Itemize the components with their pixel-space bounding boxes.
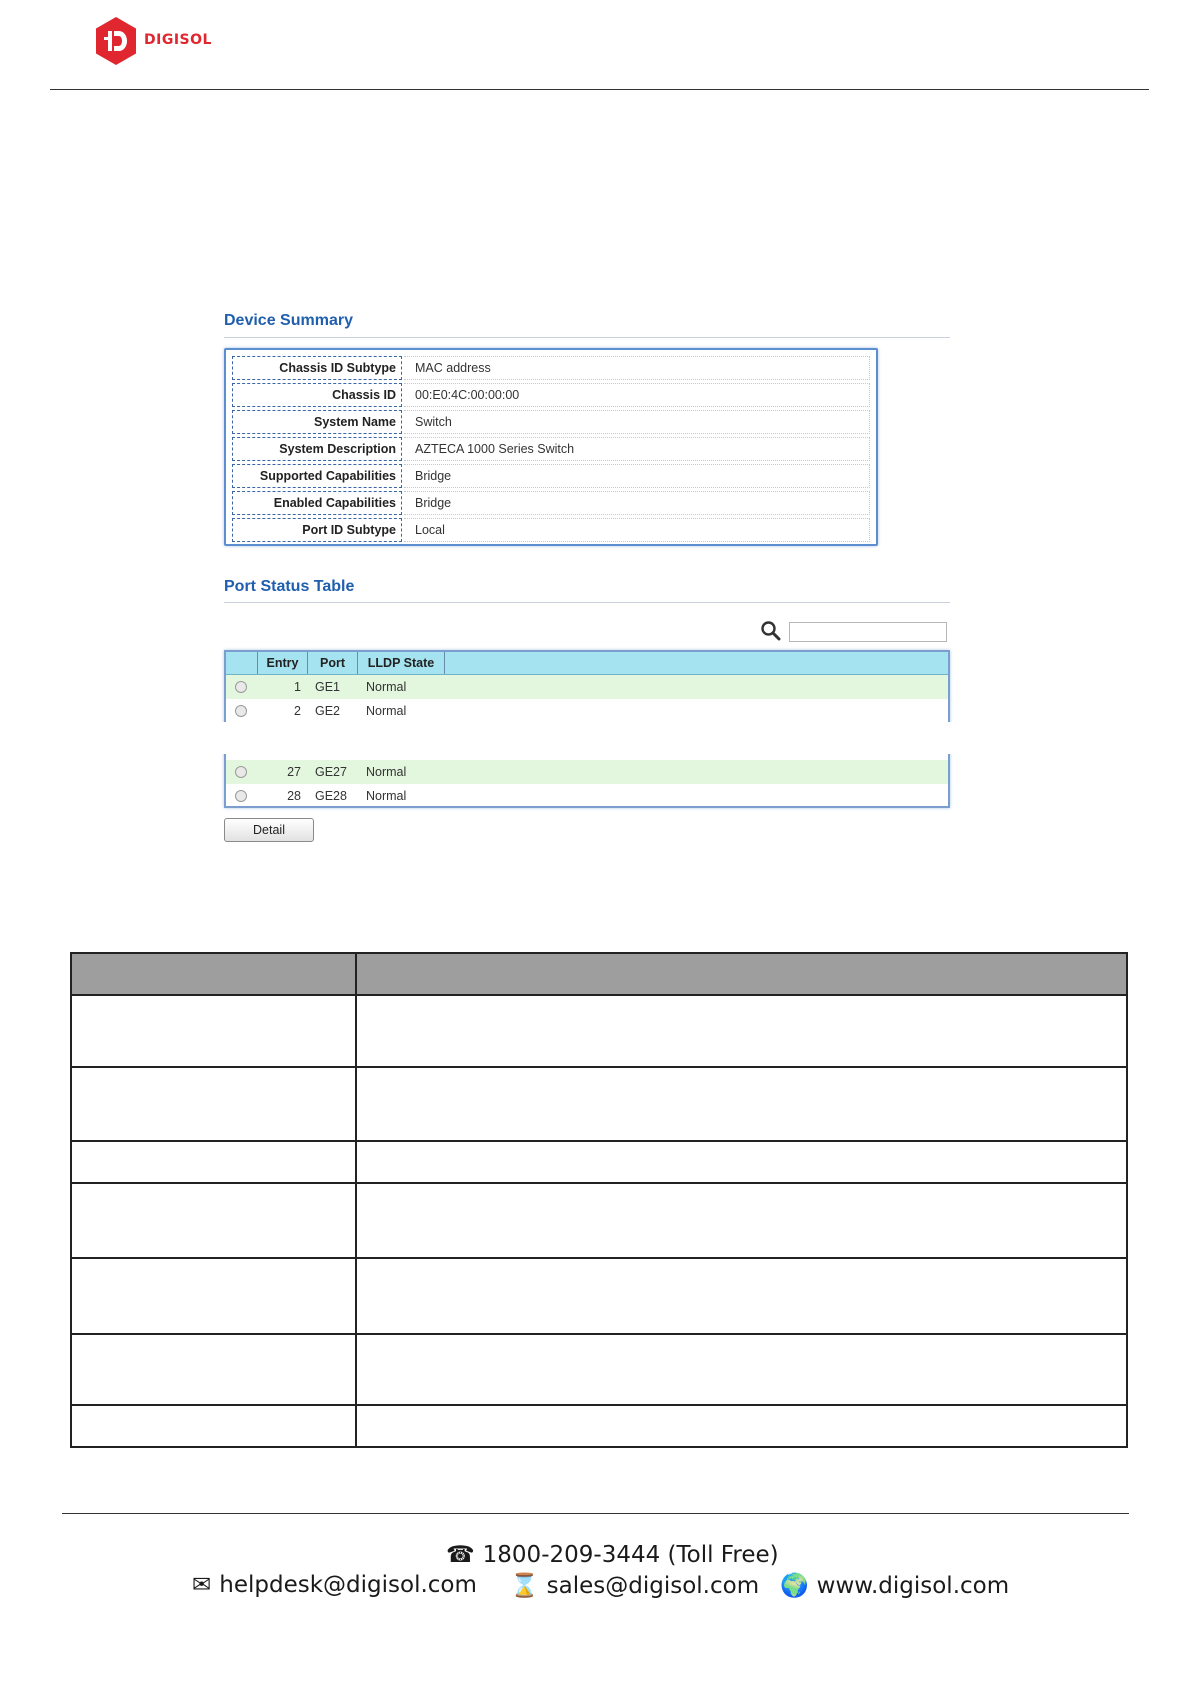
summary-value: MAC address (404, 356, 870, 380)
table-cell (71, 1067, 356, 1141)
table-cell (356, 1067, 1127, 1141)
brand-name: DIGISOL (144, 32, 212, 48)
table-row (71, 1141, 1127, 1183)
summary-label: System Name (232, 410, 402, 434)
table-row[interactable] (226, 699, 948, 723)
phone-icon: ☎ (446, 1542, 475, 1568)
table-cell (71, 1258, 356, 1334)
header-lldp-state[interactable]: LLDP State (358, 652, 445, 674)
phone-number: 1800-209-3444 (Toll Free) (482, 1542, 779, 1568)
table-row[interactable] (226, 760, 948, 784)
digisol-logo (94, 16, 218, 66)
header-cell (356, 953, 1127, 995)
summary-row (232, 491, 870, 515)
row-select-radio[interactable] (235, 681, 247, 693)
footer-phone (446, 1542, 779, 1568)
footer-web (780, 1572, 1009, 1599)
table-row (71, 995, 1127, 1067)
table-row (71, 1405, 1127, 1447)
cell-entry: 28 (287, 789, 301, 803)
table-cell (71, 1405, 356, 1447)
summary-value: Switch (404, 410, 870, 434)
table-cell (71, 1334, 356, 1405)
header-port[interactable]: Port (308, 652, 358, 674)
summary-label: Chassis ID Subtype (232, 356, 402, 380)
parameter-description-table (70, 952, 1128, 1448)
helpdesk-email[interactable]: helpdesk@digisol.com (219, 1572, 477, 1598)
table-cell (356, 1405, 1127, 1447)
cell-entry: 1 (294, 680, 301, 694)
summary-row (232, 383, 870, 407)
table-cell (356, 995, 1127, 1067)
envelope-icon: ✉ (192, 1572, 212, 1598)
table-cell (356, 1183, 1127, 1258)
cell-port: GE28 (315, 789, 347, 803)
header-divider (50, 89, 1149, 90)
table-row[interactable] (226, 675, 948, 699)
port-status-divider (224, 602, 950, 603)
cell-lldp-state: Normal (366, 704, 407, 718)
summary-label: Enabled Capabilities (232, 491, 402, 515)
cell-port: GE27 (315, 765, 347, 779)
table-cell (356, 1334, 1127, 1405)
footer-helpdesk (192, 1572, 477, 1598)
summary-label: Port ID Subtype (232, 518, 402, 542)
search-icon[interactable] (760, 620, 782, 642)
cell-lldp-state: Normal (366, 789, 407, 803)
detail-button[interactable]: Detail (224, 818, 314, 842)
table-row (71, 1067, 1127, 1141)
digisol-logo-icon (94, 16, 138, 66)
cell-port: GE2 (315, 704, 341, 718)
device-summary-panel (224, 348, 878, 546)
summary-value: Bridge (404, 464, 870, 488)
footer-sales (510, 1572, 759, 1599)
footer-divider (62, 1513, 1129, 1514)
table-cut-gap (218, 722, 956, 754)
summary-label: System Description (232, 437, 402, 461)
header-cell (71, 953, 356, 995)
device-summary-title: Device Summary (224, 312, 353, 329)
table-cell (356, 1141, 1127, 1183)
table-cell (356, 1258, 1127, 1334)
sales-email[interactable]: sales@digisol.com (546, 1573, 760, 1599)
cell-lldp-state: Normal (366, 765, 407, 779)
summary-row (232, 437, 870, 461)
summary-value: Local (404, 518, 870, 542)
cell-entry: 27 (287, 765, 301, 779)
row-select-radio[interactable] (235, 766, 247, 778)
table-cell (71, 1141, 356, 1183)
table-header (226, 652, 948, 675)
globe-icon: 🌍 (780, 1573, 809, 1599)
summary-label: Chassis ID (232, 383, 402, 407)
cell-port: GE1 (315, 680, 341, 694)
device-summary-divider (224, 337, 950, 338)
table-cell (71, 995, 356, 1067)
cell-lldp-state: Normal (366, 680, 407, 694)
table-header-row (71, 953, 1127, 995)
summary-row (232, 356, 870, 380)
port-status-title: Port Status Table (224, 578, 355, 595)
summary-value: AZTECA 1000 Series Switch (404, 437, 870, 461)
table-cell (71, 1183, 356, 1258)
header-select (226, 652, 258, 674)
summary-value: Bridge (404, 491, 870, 515)
summary-row (232, 518, 870, 542)
summary-label: Supported Capabilities (232, 464, 402, 488)
website-link[interactable]: www.digisol.com (816, 1573, 1010, 1599)
row-select-radio[interactable] (235, 790, 247, 802)
summary-value: 00:E0:4C:00:00:00 (404, 383, 870, 407)
row-select-radio[interactable] (235, 705, 247, 717)
table-row (71, 1334, 1127, 1405)
table-row (71, 1183, 1127, 1258)
summary-row (232, 410, 870, 434)
port-search-input[interactable] (789, 622, 947, 642)
table-row[interactable] (226, 784, 948, 808)
table-row (71, 1258, 1127, 1334)
header-entry[interactable]: Entry (258, 652, 308, 674)
cell-entry: 2 (294, 704, 301, 718)
summary-row (232, 464, 870, 488)
hourglass-icon: ⌛ (510, 1573, 539, 1599)
